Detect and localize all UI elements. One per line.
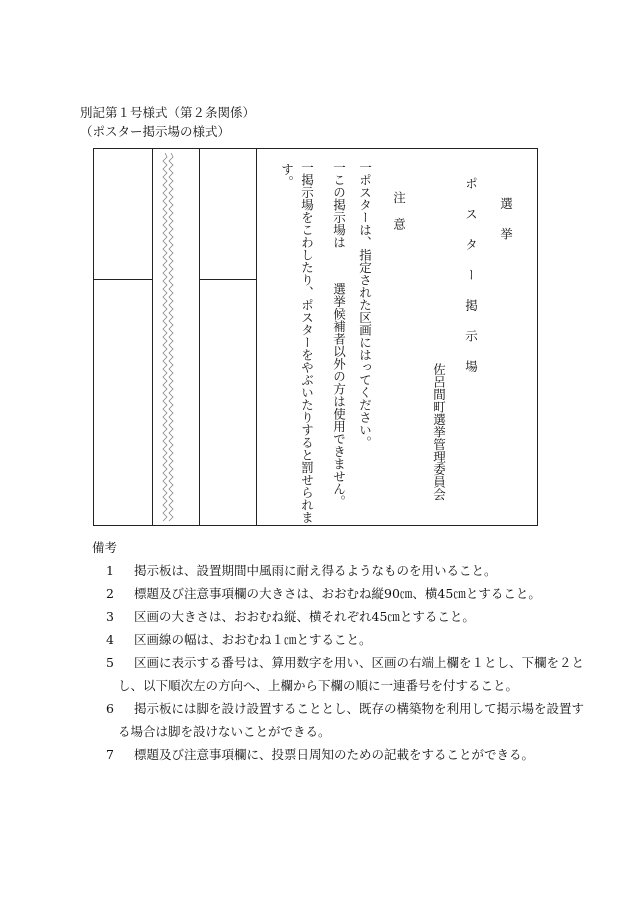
remark-item-continued: し、以下順次左の方向へ、上欄から下欄の順に一連番号を付すること。 <box>118 678 519 693</box>
form-subtitle: （ポスター掲示場の様式） <box>80 124 231 139</box>
caution-item-1: 一ポスターは、指定された区画にはってください。 <box>357 161 373 449</box>
remark-item-continued: る場合は脚を設けないことができる。 <box>118 724 331 739</box>
remark-item: 5 区画に表示する番号は、算用数字を用い、区画の右端上欄を１とし、下欄を２と <box>106 655 585 670</box>
caution-item-2: 一この掲示場は選挙候補者以外の方は使用できません。 <box>331 161 347 508</box>
remark-item: 2 標題及び注意事項欄の大きさは、おおむね縦90㎝、横45㎝とすること。 <box>106 586 541 601</box>
caution-item-3-continued: す。 <box>279 163 295 188</box>
section-line <box>152 149 153 525</box>
board-title-election: 選挙 <box>498 197 514 258</box>
board-title-poster: ポスター掲示場 <box>463 177 479 391</box>
caution-item-3: 一掲示場をこわしたり、ポスターをやぶいたりすると罰せられま <box>299 161 315 524</box>
poster-board-diagram <box>93 148 538 526</box>
board-issuer: 佐呂間町選挙管理委員会 <box>431 363 447 501</box>
section-divider <box>199 279 256 280</box>
section-divider <box>94 279 152 280</box>
section-line <box>256 149 257 525</box>
form-number-heading: 別記第１号様式（第２条関係） <box>80 105 256 120</box>
remark-item: 1 掲示板は、設置期間中風雨に耐え得るようなものを用いること。 <box>106 563 497 578</box>
remark-item: 6 掲示板には脚を設け設置することとし、既存の構築物を利用して掲示場を設置す <box>106 701 585 716</box>
caution-label: 注意 <box>391 191 407 244</box>
remark-item: 4 区画線の幅は、おおむね１㎝とすること。 <box>106 632 372 647</box>
wavy-border-decoration <box>158 153 178 523</box>
remark-item: 3 区画の大きさは、おおむね縦、横それぞれ45㎝とすること。 <box>106 609 475 624</box>
section-line <box>199 149 200 525</box>
remark-item: 7 標題及び注意事項欄に、投票日周知のための記載をすることができる。 <box>106 747 535 762</box>
remarks-heading: 備考 <box>92 540 118 555</box>
